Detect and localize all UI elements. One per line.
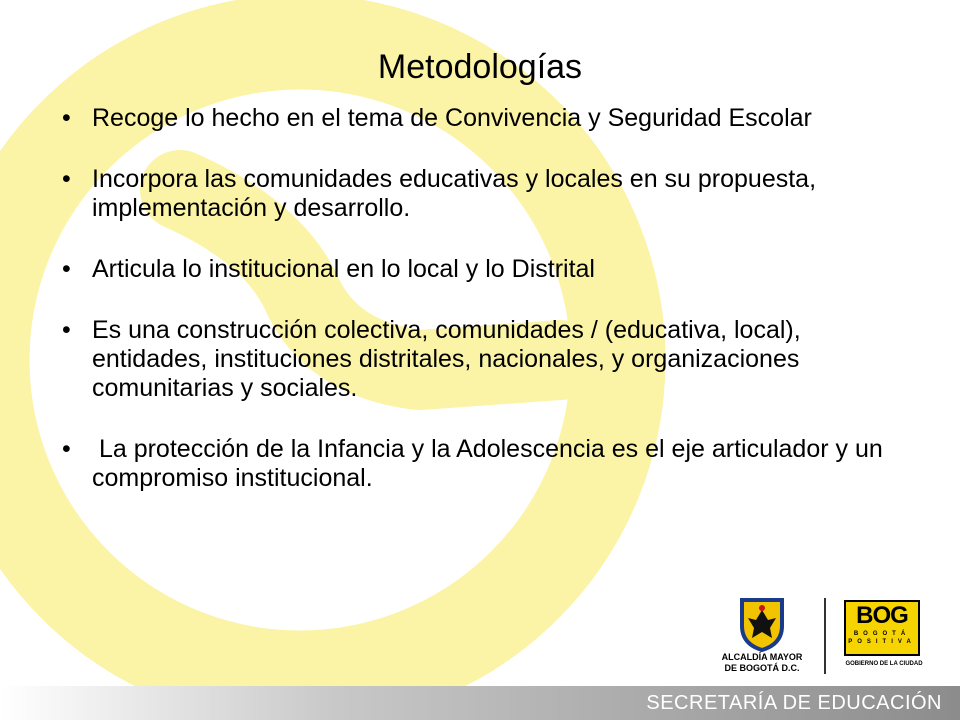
bog-box (844, 600, 920, 656)
slide-title: Metodologías (377, 48, 583, 86)
alcaldia-logo (710, 596, 810, 676)
coat-of-arms-icon (738, 596, 786, 652)
bog-caption: GOBIERNO DE LA CIUDAD (845, 661, 923, 667)
bog-word: BOG (856, 602, 908, 629)
bullet-item: • Recoge lo hecho en el tema de Convivencia y Seguridad Escolar (62, 104, 902, 133)
bullet-item: • Es una construcción colectiva, comunidades / (educativa, local), entidades, instituciones distritales, nacionales, y organizaciones comunitarias y sociales. (62, 316, 902, 403)
bog-sub-1: BOGOTÁ (853, 631, 911, 637)
bog-sub-2: POSITIVA (848, 639, 916, 645)
bogota-positiva-logo (844, 600, 924, 672)
bullet-item: • Articula lo institucional en lo local y lo Distrital (62, 255, 902, 284)
logos-area (700, 596, 940, 676)
bullet-item: • La protección de la Infancia y la Adolescencia es el eje articulador y un compromiso institucional. (62, 435, 902, 493)
logo-divider (824, 598, 826, 674)
alcaldia-text: ALCALDÍA MAYOR DE BOGOTÁ D.C. (721, 652, 803, 673)
bullet-list (62, 104, 902, 525)
footer-bar (0, 686, 960, 720)
footer-text: SECRETARÍA DE EDUCACIÓN (646, 692, 942, 714)
bullet-item: • Incorpora las comunidades educativas y locales en su propuesta, implementación y desarrollo. (62, 165, 902, 223)
